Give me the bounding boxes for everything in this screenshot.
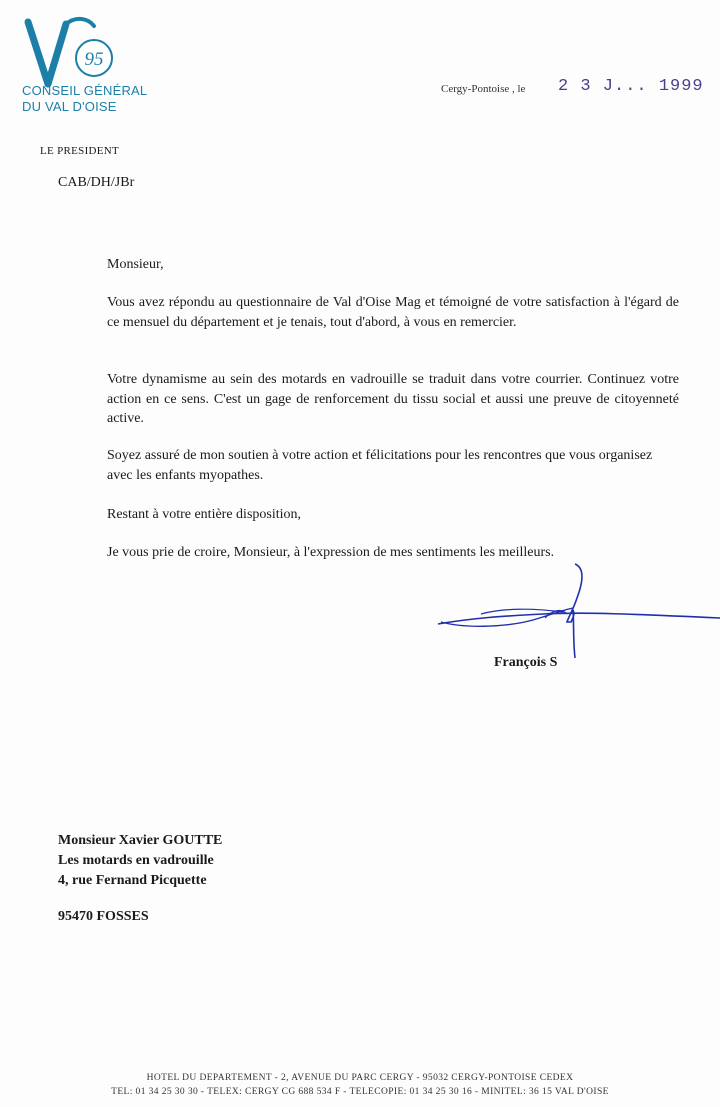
signer-name: François S xyxy=(494,655,558,670)
org-name-line1: CONSEIL GÉNÉRAL xyxy=(22,83,148,98)
sender-title: LE PRESIDENT xyxy=(40,145,120,157)
body-paragraph: Restant à votre entière disposition, xyxy=(107,507,302,522)
body-paragraph: Votre dynamisme au sein des motards en vadrouille se traduit dans votre courrier. Continuez votre action en ce sens. C'est un gage de renforcement du tissu social et aussi une preuve de citoyenneté active. xyxy=(107,372,679,426)
closing-paragraph: Je vous prie de croire, Monsieur, à l'expression de mes sentiments les meilleurs. xyxy=(107,545,555,560)
date-stamp: 2 3 J... 1999 xyxy=(558,77,704,96)
handwritten-signature xyxy=(433,562,720,660)
place-label: Cergy-Pontoise , le xyxy=(441,83,526,95)
footer-contacts: TEL: 01 34 25 30 30 - TELEX: CERGY CG 688 534 F - TELECOPIE: 01 34 25 30 16 - MINITEL: 36 15 VAL D'OISE xyxy=(111,1087,609,1097)
body-paragraph: Soyez assuré de mon soutien à votre action et félicitations pour les rencontres que vous organisez avec les enfants myopathes. xyxy=(107,448,653,483)
logo-number: 95 xyxy=(84,49,104,70)
recipient-organization: Les motards en vadrouille xyxy=(58,853,214,868)
org-name-line2: DU VAL D'OISE xyxy=(22,99,117,114)
body-paragraph: Vous avez répondu au questionnaire de Val d'Oise Mag et témoigné de votre satisfaction à l'égard de ce mensuel du département et je tenais, tout d'abord, à vous en remercier. xyxy=(107,295,679,330)
salutation: Monsieur, xyxy=(107,257,164,272)
reference-code: CAB/DH/JBr xyxy=(58,175,135,190)
recipient-city: 95470 FOSSES xyxy=(58,909,149,924)
recipient-name: Monsieur Xavier GOUTTE xyxy=(58,833,223,848)
recipient-street: 4, rue Fernand Picquette xyxy=(58,873,207,888)
footer-address: HOTEL DU DEPARTEMENT - 2, AVENUE DU PARC CERGY - 95032 CERGY-PONTOISE CEDEX xyxy=(146,1073,574,1083)
